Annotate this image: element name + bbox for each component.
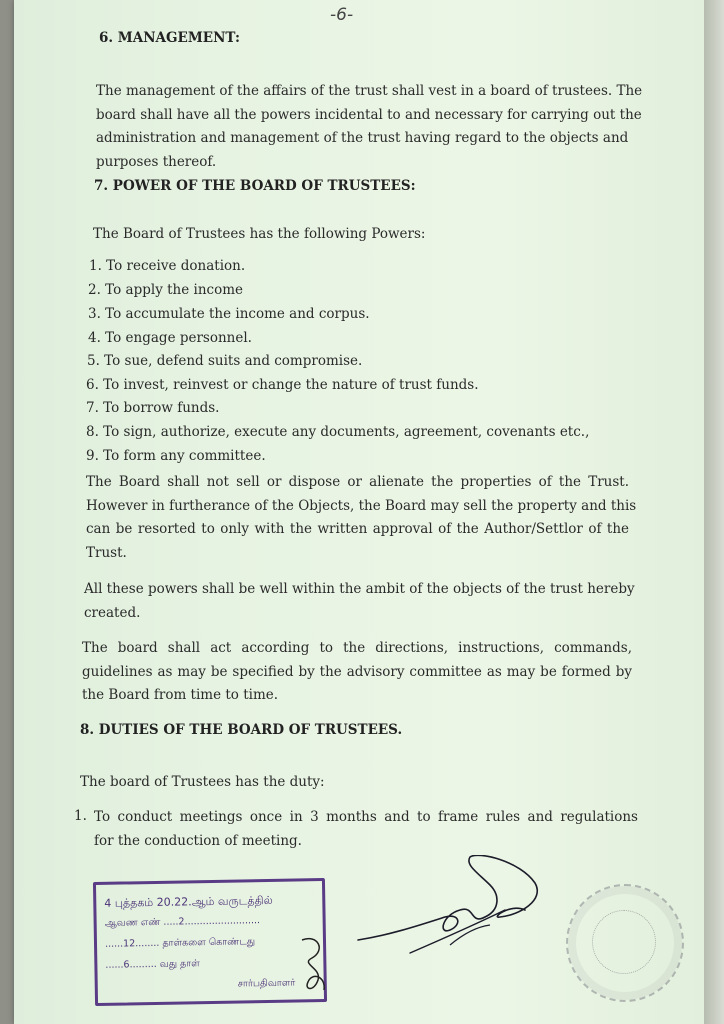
text-line: The Board shall not sell or dispose or alienate the properties of the Trust. [86, 474, 629, 490]
list-item: 9. To form any committee. [86, 448, 266, 464]
stamp-line: ......6......... வது தாள் [105, 958, 200, 971]
text-line: All these powers shall be well within the ambit of the objects of the trust hereby [84, 581, 635, 597]
section-8-heading: 8. DUTIES OF THE BOARD OF TRUSTEES. [80, 722, 403, 738]
stamp-line: சார்பதிவாளர் [237, 977, 296, 990]
section-8-item-1 [94, 806, 638, 853]
text-line: administration and management of the trust having regard to the objects and [96, 130, 629, 146]
section-6-heading: 6. MANAGEMENT: [99, 30, 240, 46]
section-7-paragraph-3 [82, 637, 632, 708]
list-item: 5. To sue, defend suits and compromise. [87, 353, 363, 369]
list-item: 8. To sign, authorize, execute any documents, agreement, covenants etc., [86, 424, 590, 440]
list-item: 2. To apply the income [88, 282, 244, 298]
page-number: -6- [330, 5, 354, 25]
text-line: board shall have all the powers incidental to and necessary for carrying out the [96, 106, 642, 123]
text-line: created. [84, 604, 141, 621]
list-number: 1. [74, 808, 87, 824]
text-line: can be resorted to only with the written approval of the Author/Settlor of the [86, 521, 629, 537]
text-line: for the conduction of meeting. [94, 832, 302, 849]
initials-mark [296, 930, 336, 1000]
section-7-intro: The Board of Trustees has the following Powers: [93, 226, 426, 242]
section-7-paragraph-1 [86, 471, 637, 565]
text-line: guidelines as may be specified by the advisory committee as may be formed by [82, 663, 632, 680]
list-item: 6. To invest, reinvest or change the nature of trust funds. [86, 377, 479, 393]
registration-stamp [93, 878, 327, 1006]
text-line: purposes thereof. [96, 153, 217, 170]
stamp-line: ......12........ தாள்களை கொண்டது [104, 936, 256, 950]
text-line: The board shall act according to the directions, instructions, commands, [82, 640, 632, 656]
signature-image [350, 855, 550, 965]
seal-center [592, 910, 656, 974]
list-item: 4. To engage personnel. [88, 330, 252, 346]
text-line: Trust. [86, 544, 127, 561]
section-7-paragraph-2 [84, 578, 635, 625]
section-7-heading: 7. POWER OF THE BOARD OF TRUSTEES: [94, 178, 416, 194]
official-seal [566, 884, 684, 1002]
list-item: 7. To borrow funds. [86, 400, 220, 416]
text-line: The management of the affairs of the trust shall vest in a board of trustees. The [96, 83, 643, 99]
stamp-line: 4 புத்தகம் 20.22.ஆம் வருடத்தில் [104, 893, 273, 910]
text-line: To conduct meetings once in 3 months and to frame rules and regulations [94, 809, 638, 825]
section-8-intro: The board of Trustees has the duty: [80, 774, 325, 790]
text-line: the Board from time to time. [82, 687, 279, 703]
list-item: 3. To accumulate the income and corpus. [88, 306, 370, 322]
page-edge [704, 0, 724, 1024]
stamp-line: ஆவண எண் .....2......................... [104, 915, 261, 929]
list-item: 1. To receive donation. [89, 258, 246, 274]
section-6-body [96, 80, 643, 174]
text-line: However in furtherance of the Objects, the Board may sell the property and this [86, 497, 637, 514]
